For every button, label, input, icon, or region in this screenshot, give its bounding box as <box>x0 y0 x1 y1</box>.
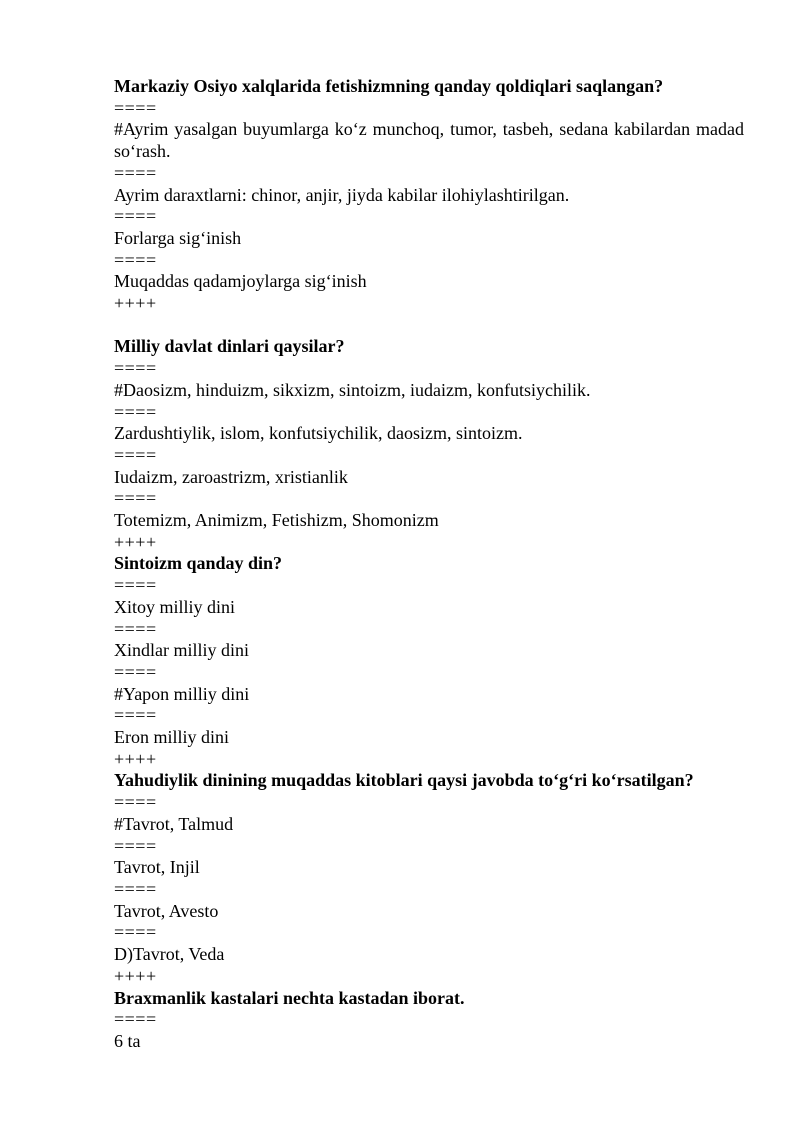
question-block <box>114 988 744 1053</box>
answer-separator: ==== <box>114 249 157 270</box>
question-terminator: ++++ <box>114 748 157 769</box>
answer-separator: ==== <box>114 922 157 943</box>
answer-option: Zardushtiylik, islom, konfutsiychilik, daosizm, sintoizm. <box>114 423 523 444</box>
answer-separator: ==== <box>114 97 157 118</box>
answer-option: Xindlar milliy dini <box>114 640 249 661</box>
answer-option: Eron milliy dini <box>114 727 229 748</box>
question-text: Braxmanlik kastalari nechta kastadan iborat. <box>114 987 465 1008</box>
answer-separator: ==== <box>114 401 157 422</box>
question-terminator: ++++ <box>114 965 157 986</box>
question-block <box>114 336 744 553</box>
answer-option: Muqaddas qadamjoylarga sig‘inish <box>114 271 367 292</box>
answer-option: Iudaizm, zaroastrizm, xristianlik <box>114 466 348 487</box>
question-text: Yahudiylik dinining muqaddas kitoblari qaysi javobda to‘g‘ri ko‘rsatilgan? <box>114 770 694 791</box>
answer-separator: ==== <box>114 835 157 856</box>
test-questions <box>114 76 744 1053</box>
answer-separator: ==== <box>114 661 157 682</box>
answer-option-correct: #Yapon milliy dini <box>114 683 250 704</box>
question-block <box>114 553 744 770</box>
answer-separator: ==== <box>114 488 157 509</box>
answer-option: D)Tavrot, Veda <box>114 944 225 965</box>
answer-option: Tavrot, Injil <box>114 857 200 878</box>
answer-option-correct: #Tavrot, Talmud <box>114 813 234 834</box>
answer-option: 6 ta <box>114 1030 141 1051</box>
question-terminator: ++++ <box>114 293 157 314</box>
answer-separator: ==== <box>114 792 157 813</box>
answer-separator: ==== <box>114 705 157 726</box>
answer-option: Ayrim daraxtlarni: chinor, anjir, jiyda kabilar ilohiylashtirilgan. <box>114 184 570 205</box>
answer-option-correct: #Daosizm, hinduizm, sikxizm, sintoizm, iudaizm, konfutsiychilik. <box>114 379 591 400</box>
answer-separator: ==== <box>114 444 157 465</box>
answer-separator: ==== <box>114 358 157 379</box>
answer-separator: ==== <box>114 575 157 596</box>
question-text: Milliy davlat dinlari qaysilar? <box>114 336 345 357</box>
answer-separator: ==== <box>114 206 157 227</box>
answer-option: Tavrot, Avesto <box>114 900 219 921</box>
answer-option: Forlarga sig‘inish <box>114 227 242 248</box>
answer-option: Totemizm, Animizm, Fetishizm, Shomonizm <box>114 510 439 531</box>
answer-option-correct: #Ayrim yasalgan buyumlarga ko‘z munchoq, tumor, tasbeh, sedana kabilardan madad so‘rash. <box>114 119 744 162</box>
answer-separator: ==== <box>114 162 157 183</box>
answer-separator: ==== <box>114 618 157 639</box>
answer-option: Xitoy milliy dini <box>114 596 236 617</box>
question-text: Markaziy Osiyo xalqlarida fetishizmning qanday qoldiqlari saqlangan? <box>114 76 664 96</box>
answer-separator: ==== <box>114 879 157 899</box>
question-block <box>114 76 744 315</box>
answer-separator: ==== <box>114 1009 157 1030</box>
blank-line <box>114 315 744 337</box>
question-block <box>114 770 744 987</box>
question-terminator: ++++ <box>114 531 157 552</box>
question-text: Sintoizm qanday din? <box>114 553 283 574</box>
